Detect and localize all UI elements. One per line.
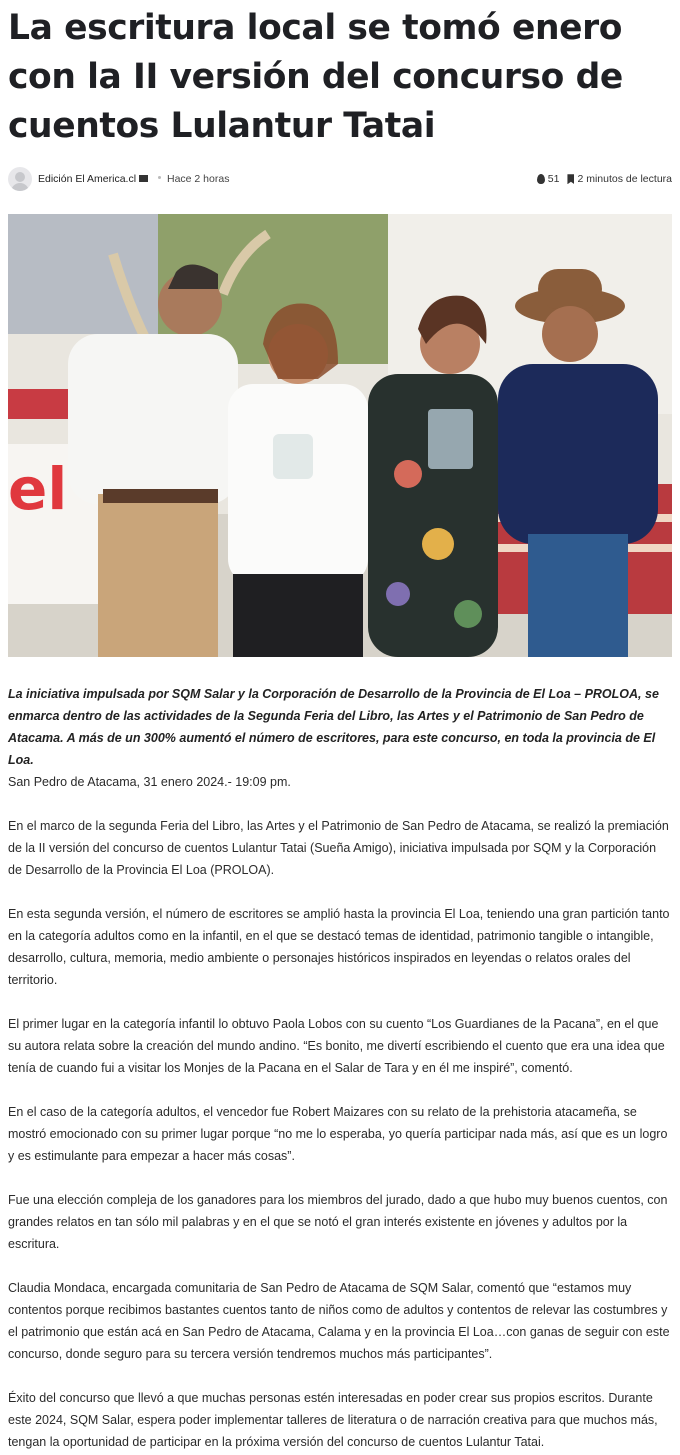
views-count: 51 (547, 173, 560, 186)
fire-icon (537, 174, 545, 184)
article-photo (8, 214, 672, 657)
author-link[interactable] (38, 173, 148, 185)
author-name[interactable]: Edición El America.cl (38, 173, 137, 185)
envelope-icon[interactable] (139, 175, 148, 182)
time-ago: Hace 2 horas (167, 173, 230, 185)
article-paragraph: En el marco de la segunda Feria del Libro, las Artes y el Patrimonio de San Pedro de Atacama, se realizó la premiación de la II versión del concurso de cuentos Lulantur Tatai (Sueña Amigo), iniciativa impulsada por SQM y la Corporación de Desarrollo de la Provincia El Loa (PROLOA). (8, 819, 669, 877)
article-lead: La iniciativa impulsada por SQM Salar y la Corporación de Desarrollo de la Provincia de El Loa – PROLOA, se enmarca dentro de las actividades de la Segunda Feria del Libro, las Artes y el Patrimonio de San Pedro de Atacama. A más de un 300% aumentó el número de escritores, para este concurso, en toda la provincia de El Loa. (8, 687, 659, 767)
article-stats (537, 173, 672, 185)
article-meta (8, 163, 672, 193)
article-paragraph: Éxito del concurso que llevó a que muchas personas estén interesadas en poder crear sus propios escritos. Durante este 2024, SQM Salar, espera poder implementar talleres de literatura o de narración creativa para que muchos más, tengan la oportunidad de participar en la próxima versión del concurso de cuentos Lulantur Tatai. (8, 1391, 658, 1449)
article (8, 0, 672, 1449)
article-paragraph: Fue una elección compleja de los ganadores para los miembros del jurado, dado a que hubo muy buenos cuentos, con grandes relatos en tan sólo mil palabras y en el que se notó el gran interés existente en jóvenes y adultos por la escritura. (8, 1193, 668, 1251)
article-paragraph: En el caso de la categoría adultos, el vencedor fue Robert Maizares con su relato de la prehistoria atacameña, se mostró emocionado con su primer lugar porque “no me lo esperaba, yo quería participar nada más, así que es un logro y es estimulante para empezar a hacer más cosas”. (8, 1105, 668, 1163)
article-title: La escritura local se tomó enero con la II versión del concurso de cuentos Lulantur Tatai (8, 8, 623, 146)
user-avatar-icon[interactable] (8, 167, 32, 191)
read-time: 2 minutos de lectura (577, 173, 672, 186)
article-paragraph: Claudia Mondaca, encargada comunitaria de San Pedro de Atacama de SQM Salar, comentó que “estamos muy contentos porque recibimos bastantes cuentos tanto de niños como de adultos y contentos de relevar las costumbres y el patrimonio que están acá en San Pedro de Atacama, Calama y en la provincia El Loa…con ganas de seguir con este concurso, donde seguro para su tercera versión tendremos muchos más participantes”. (8, 1281, 670, 1361)
bookmark-icon (567, 174, 574, 184)
article-paragraph: El primer lugar en la categoría infantil lo obtuvo Paola Lobos con su cuento “Los Guardianes de la Pacana”, en el que su autora relata sobre la creación del mundo andino. “Es bonito, me divertí escribiendo el cuento que era una idea que tenía de cuando fui a visitar los Monjes de la Pacana en el Salar de Tara y en él me inspiré”, comentó. (8, 1017, 665, 1075)
banner-text: el (8, 455, 68, 523)
article-paragraph: San Pedro de Atacama, 31 enero 2024.- 19:09 pm. (8, 775, 291, 789)
article-paragraph: En esta segunda versión, el número de escritores se amplió hasta la provincia El Loa, teniendo una gran partición tanto en la categoría adultos como en la infantil, en el que se destacó temas de identidad, patrimonio tangible o intangible, desarrollo, cultura, memoria, medio ambiente o personajes históricos inspirados en leyendas o relatos orales del territorio. (8, 907, 670, 987)
meta-separator (158, 176, 161, 179)
